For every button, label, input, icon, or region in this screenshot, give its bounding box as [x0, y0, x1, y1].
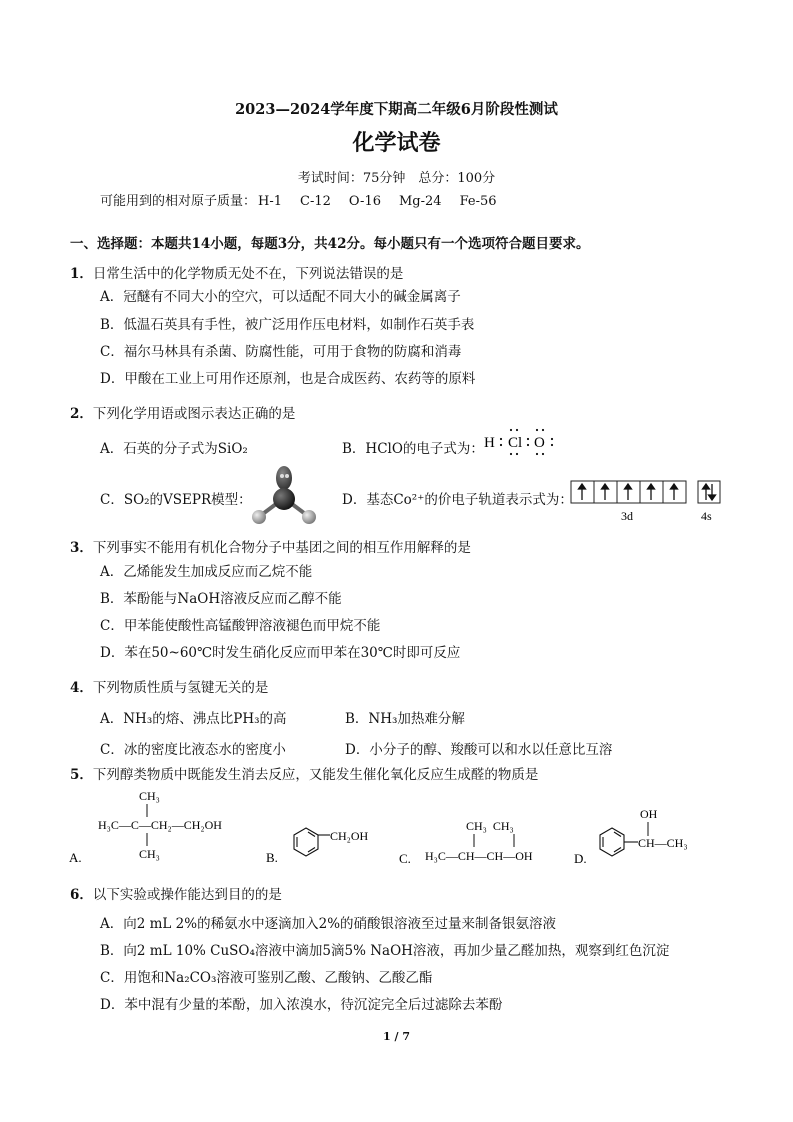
q5-structure-c	[397, 815, 577, 868]
q5-option-c-label: C.	[399, 851, 411, 866]
question-1-option-b: B．低温石英具有手性，被广泛用作压电材料，如制作石英手表	[100, 317, 475, 333]
question-2-option-a: A．石英的分子式为SiO₂	[100, 441, 248, 457]
ef-h: H	[484, 435, 495, 451]
electron-arrows	[579, 484, 716, 500]
q5-structure-a	[66, 784, 266, 868]
q5-option-b-label: B.	[266, 850, 278, 865]
question-3-stem	[70, 536, 471, 556]
atomic-mass-h: H-1	[258, 194, 283, 209]
q5-structure-d	[572, 800, 722, 868]
question-4-stem	[70, 676, 268, 696]
question-4-option-a: A．NH₃的熔、沸点比PH₃的高	[100, 711, 287, 727]
ef-cl: Cl	[508, 435, 523, 451]
exam-info: 考试时间：75分钟 总分：100分	[297, 171, 496, 186]
question-1-stem	[70, 262, 403, 282]
question-2-number: 2．	[70, 406, 93, 422]
section-heading: 一、选择题：本题共14小题，每题3分，共42分。每小题只有一个选项符合题目要求。	[70, 236, 590, 252]
question-6-option-a: A．向2 mL 2%的稀氨水中逐滴加入2%的硝酸银溶液至过量来制备银氨溶液	[100, 916, 557, 932]
question-6-text: 以下实验或操作能达到目的的是	[92, 887, 282, 903]
q5-option-a-label: A.	[69, 850, 82, 865]
page-number: 1 / 7	[383, 1030, 410, 1043]
question-3-option-a: A．乙烯能发生加成反应而乙烷不能	[100, 564, 313, 580]
question-4-number: 4．	[70, 680, 93, 696]
question-3-option-d: D．苯在50~60℃时发生硝化反应而甲苯在30℃时即可反应	[100, 645, 461, 661]
atomic-mass-fe: Fe-56	[459, 194, 497, 209]
q5-d-oh: OH	[640, 807, 658, 821]
question-2-option-b: B．HClO的电子式为：	[342, 441, 484, 457]
question-4-option-d: D．小分子的醇、羧酸可以和水以任意比互溶	[345, 742, 613, 758]
oxygen-atom-icon	[302, 510, 316, 524]
subject-title: 化学试卷	[352, 130, 441, 156]
q5-c-main-chain: H₃C—CH—CH—OH	[425, 849, 533, 863]
benzene-ring-icon	[600, 828, 638, 856]
question-6-number: 6．	[70, 887, 93, 903]
q5-structure-b	[264, 818, 394, 868]
question-6-option-c: C．用饱和Na₂CO₃溶液可鉴别乙酸、乙酸钠、乙酸乙酯	[100, 970, 433, 986]
question-6-option-b: B．向2 mL 10% CuSO₄溶液中滴加5滴5% NaOH溶液，再加少量乙醛加热，观察到红色沉淀	[100, 943, 670, 959]
question-2-stem	[70, 402, 295, 422]
oxygen-atom-icon	[252, 510, 266, 524]
q5-a-main-chain: H₃C—C—CH₂—CH₂OH	[98, 818, 222, 832]
atomic-mass-mg: Mg-24	[399, 194, 442, 209]
question-6-option-d: D．苯中混有少量的苯酚，加入浓溴水，待沉淀完全后过滤除去苯酚	[100, 997, 503, 1013]
atomic-mass-label: 可能用到的相对原子质量：	[100, 194, 257, 209]
question-1-text: 日常生活中的化学物质无处不在，下列说法错误的是	[92, 266, 404, 282]
co2-orbital-diagram	[570, 478, 725, 524]
question-1-option-d: D．甲酸在工业上可用作还原剂，也是合成医药、农药等的原料	[100, 371, 476, 387]
question-4-text: 下列物质性质与氢键无关的是	[92, 680, 269, 696]
question-2-text: 下列化学用语或图示表达正确的是	[92, 406, 296, 422]
question-1-option-c: C．福尔马林具有杀菌、防腐性能，可用于食物的防腐和消毒	[100, 344, 462, 360]
question-3-number: 3．	[70, 540, 93, 556]
question-2-option-d: D．基态Co²⁺的价电子轨道表示式为：	[342, 492, 573, 508]
orbital-label-4s: 4s	[701, 509, 712, 523]
q5-option-d-label: D.	[574, 851, 587, 866]
question-4-option-b: B．NH₃加热难分解	[345, 711, 465, 727]
question-5-number: 5．	[70, 767, 93, 783]
q5-d-group: CH—CH₃	[638, 836, 688, 850]
question-3-option-c: C．甲苯能使酸性高锰酸钾溶液褪色而甲烷不能	[100, 618, 381, 634]
atomic-mass-o: O-16	[348, 194, 381, 209]
lone-pair-icon	[276, 466, 292, 490]
question-6-stem	[70, 883, 282, 903]
q5-a-bottom-ch3: CH₃	[139, 847, 160, 861]
question-1-number: 1．	[70, 266, 93, 282]
question-2-option-c: C．SO₂的VSEPR模型：	[100, 492, 252, 508]
atomic-mass-c: C-12	[300, 194, 331, 209]
question-5-text: 下列醇类物质中既能发生消去反应，又能发生催化氧化反应生成醛的物质是	[92, 767, 539, 783]
q5-c-top-methyls: CH₃ CH₃	[466, 819, 514, 833]
ef-o: O	[534, 435, 545, 451]
benzene-ring-icon	[294, 828, 330, 856]
question-4-option-c: C．冰的密度比液态水的密度小	[100, 742, 286, 758]
atomic-masses	[100, 190, 515, 209]
question-3-text: 下列事实不能用有机化合物分子中基团之间的相互作用解释的是	[92, 540, 471, 556]
sulfur-atom-icon	[273, 488, 295, 510]
orbital-label-3d: 3d	[621, 509, 633, 523]
question-1-option-a: A．冠醚有不同大小的空穴，可以适配不同大小的碱金属离子	[100, 289, 461, 305]
so2-vsepr-model	[244, 462, 324, 528]
hclo-electron-formula	[482, 425, 558, 461]
question-3-option-b: B．苯酚能与NaOH溶液反应而乙醇不能	[100, 591, 342, 607]
question-5-stem	[70, 763, 538, 783]
exam-title: 2023—2024学年度下期高二年级6月阶段性测试	[235, 101, 558, 118]
q5-b-group: CH₂OH	[330, 829, 369, 843]
q5-a-top-ch3: CH₃	[139, 789, 160, 803]
